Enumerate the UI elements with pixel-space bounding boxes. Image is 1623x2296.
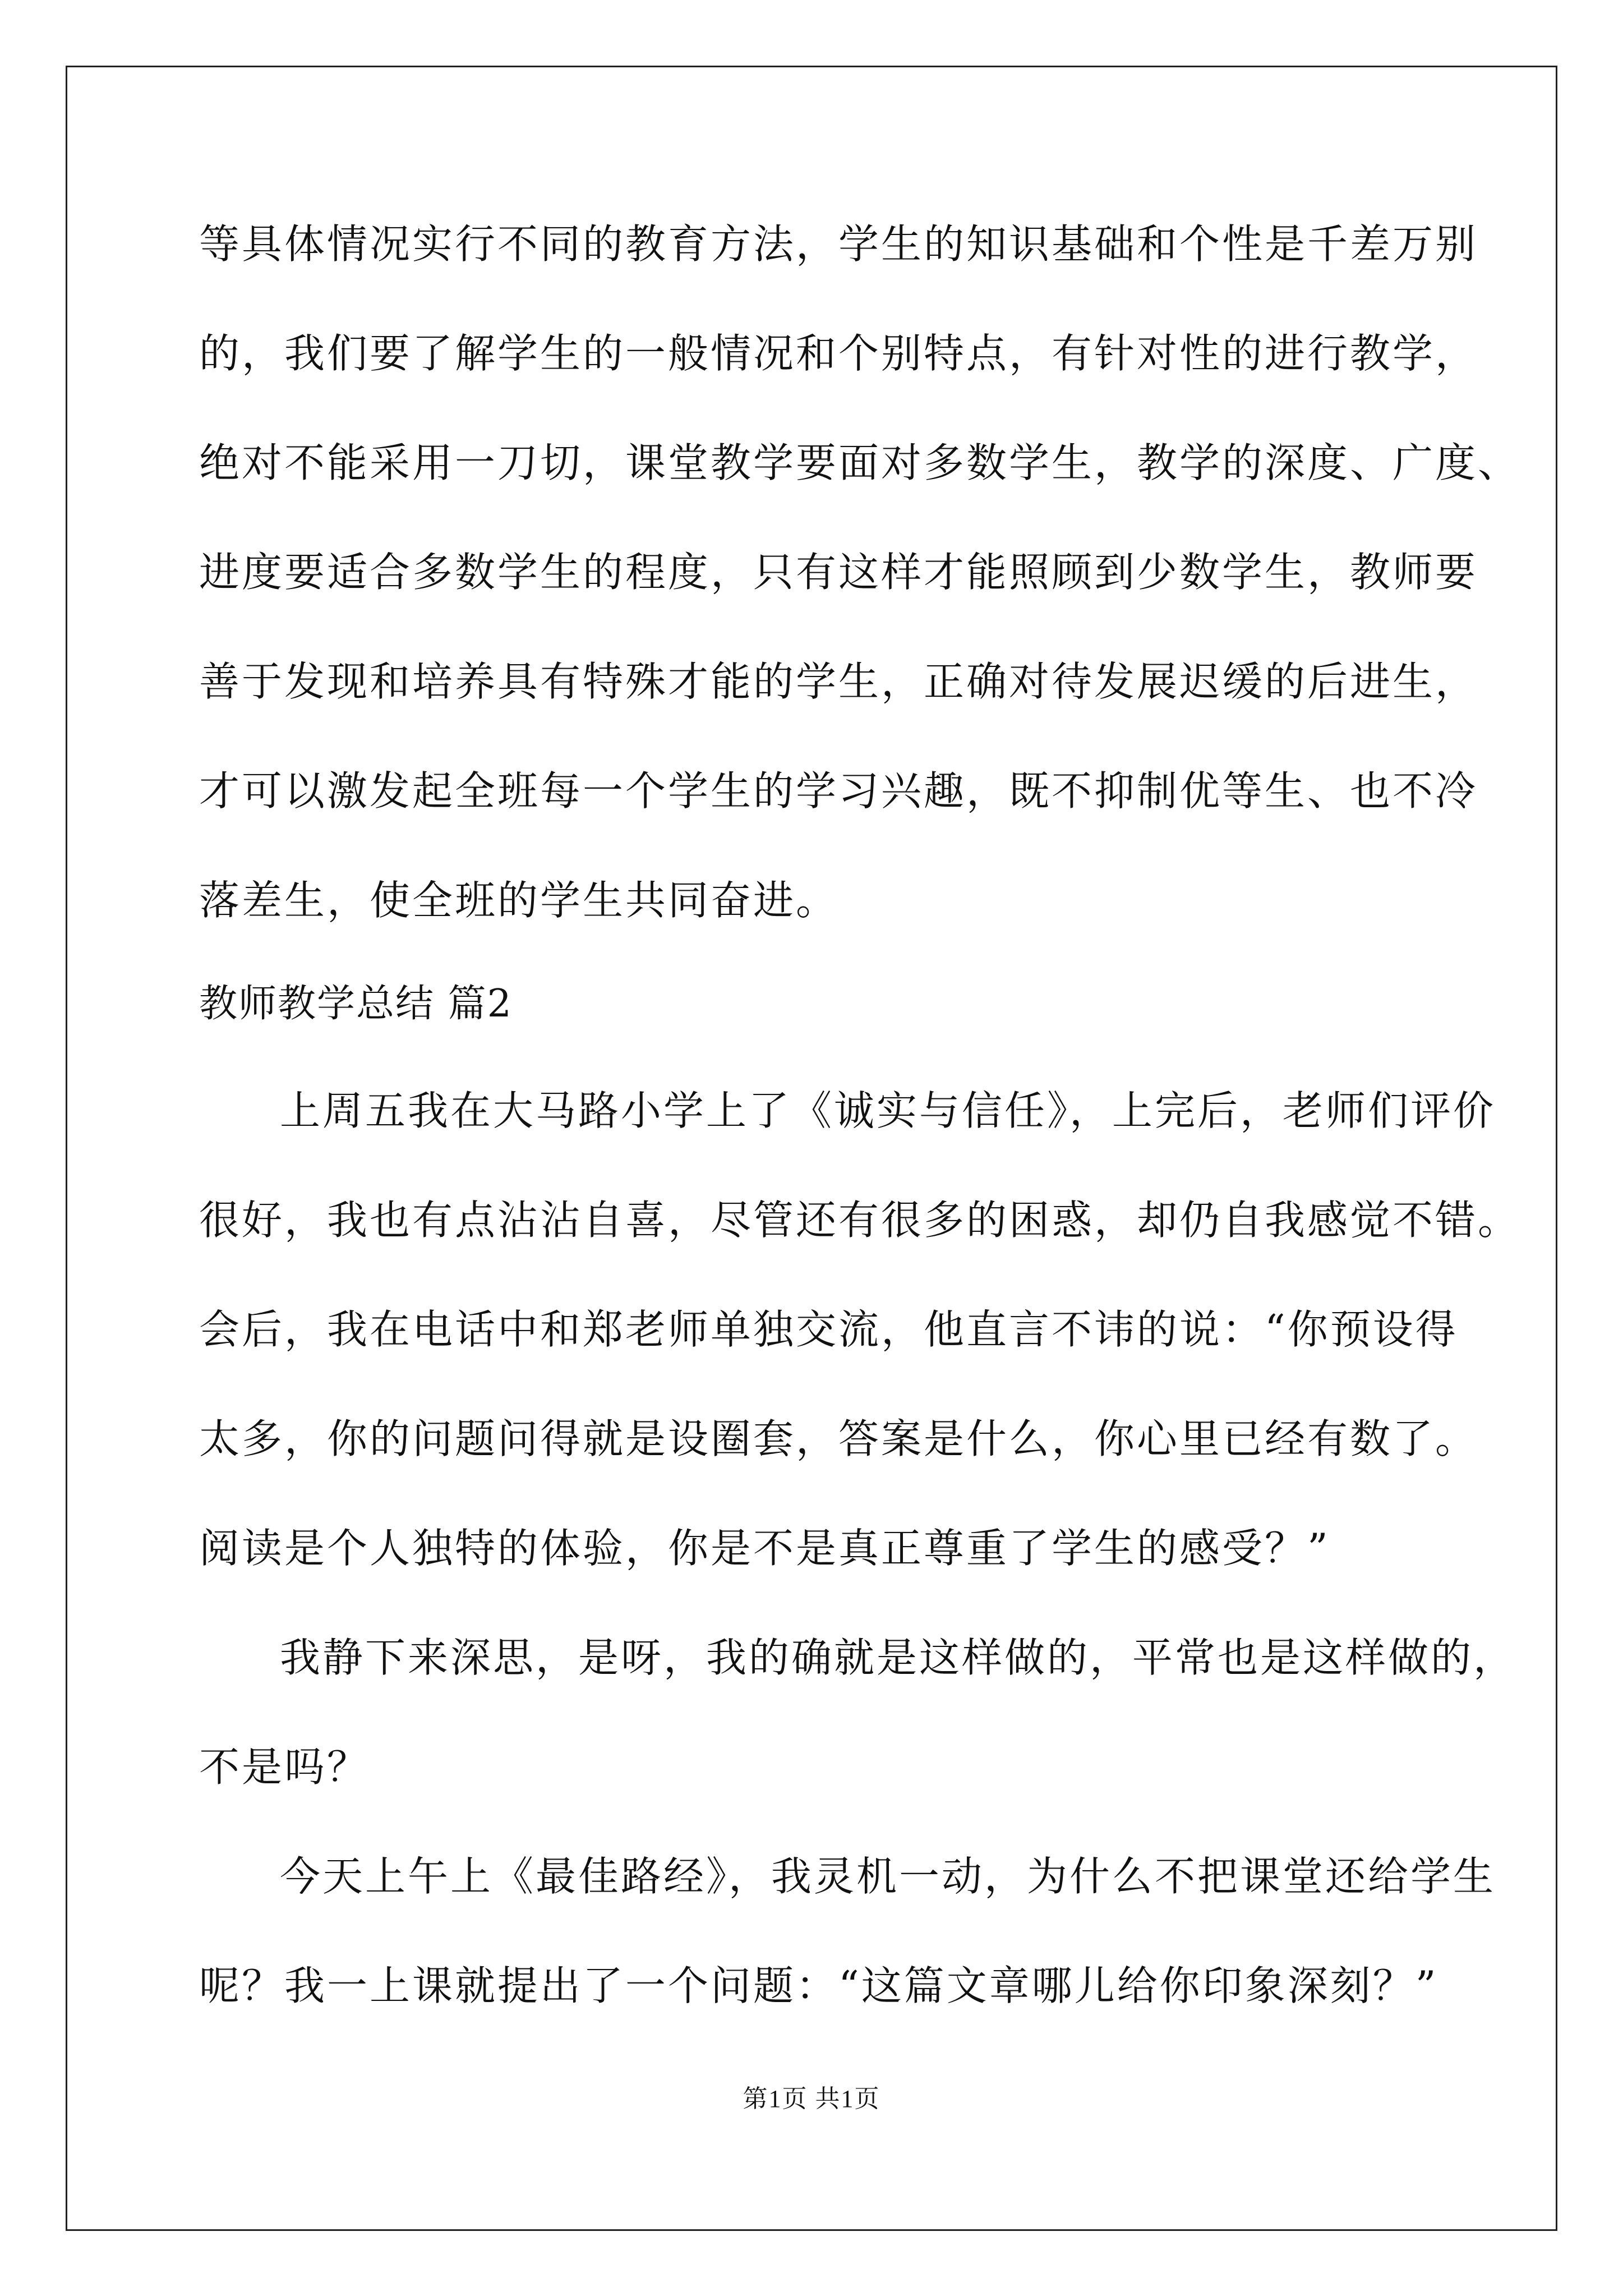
text-line: 等具体情况实行不同的教育方法，学生的知识基础和个性是千差万别 xyxy=(199,220,1478,268)
text-line: 进度要适合多数学生的程度，只有这样才能照顾到少数学生，教师要 xyxy=(199,549,1478,596)
text-line: 上周五我在大马路小学上了《诚实与信任》，上完后，老师们评价 xyxy=(280,1087,1496,1134)
text-line: 不是吗？ xyxy=(199,1743,370,1791)
text-line: 今天上午上《最佳路经》，我灵机一动，为什么不把课堂还给学生 xyxy=(280,1853,1496,1900)
page-border xyxy=(66,66,1557,2231)
page-indicator: 第1页 共1页 xyxy=(743,2085,880,2113)
text-line: 呢？我一上课就提出了一个问题：“这篇文章哪儿给你印象深刻？” xyxy=(199,1962,1438,2009)
text-line: 的，我们要了解学生的一般情况和个别特点，有针对性的进行教学， xyxy=(199,330,1478,377)
text-line: 阅读是个人独特的体验，你是不是真正尊重了学生的感受？” xyxy=(199,1525,1330,1572)
section-heading: 教师教学总结 篇2 xyxy=(199,982,513,1026)
text-line: 我静下来深思，是呀，我的确就是这样做的，平常也是这样做的， xyxy=(280,1634,1516,1681)
text-line: 很好，我也有点沾沾自喜，尽管还有很多的困惑，却仍自我感觉不错。 xyxy=(199,1197,1521,1244)
text-line: 善于发现和培养具有特殊才能的学生，正确对待发展迟缓的后进生， xyxy=(199,658,1478,705)
text-line: 落差生，使全班的学生共同奋进。 xyxy=(199,877,839,924)
text-line: 会后，我在电话中和郑老师单独交流，他直言不讳的说：“你预设得 xyxy=(199,1306,1458,1353)
text-line: 太多，你的问题问得就是设圈套，答案是什么，你心里已经有数了。 xyxy=(199,1415,1478,1462)
text-line: 绝对不能采用一刀切，课堂教学要面对多数学生，教学的深度、广度、 xyxy=(199,439,1521,486)
text-line: 才可以激发起全班每一个学生的学习兴趣，既不抑制优等生、也不冷 xyxy=(199,767,1478,815)
